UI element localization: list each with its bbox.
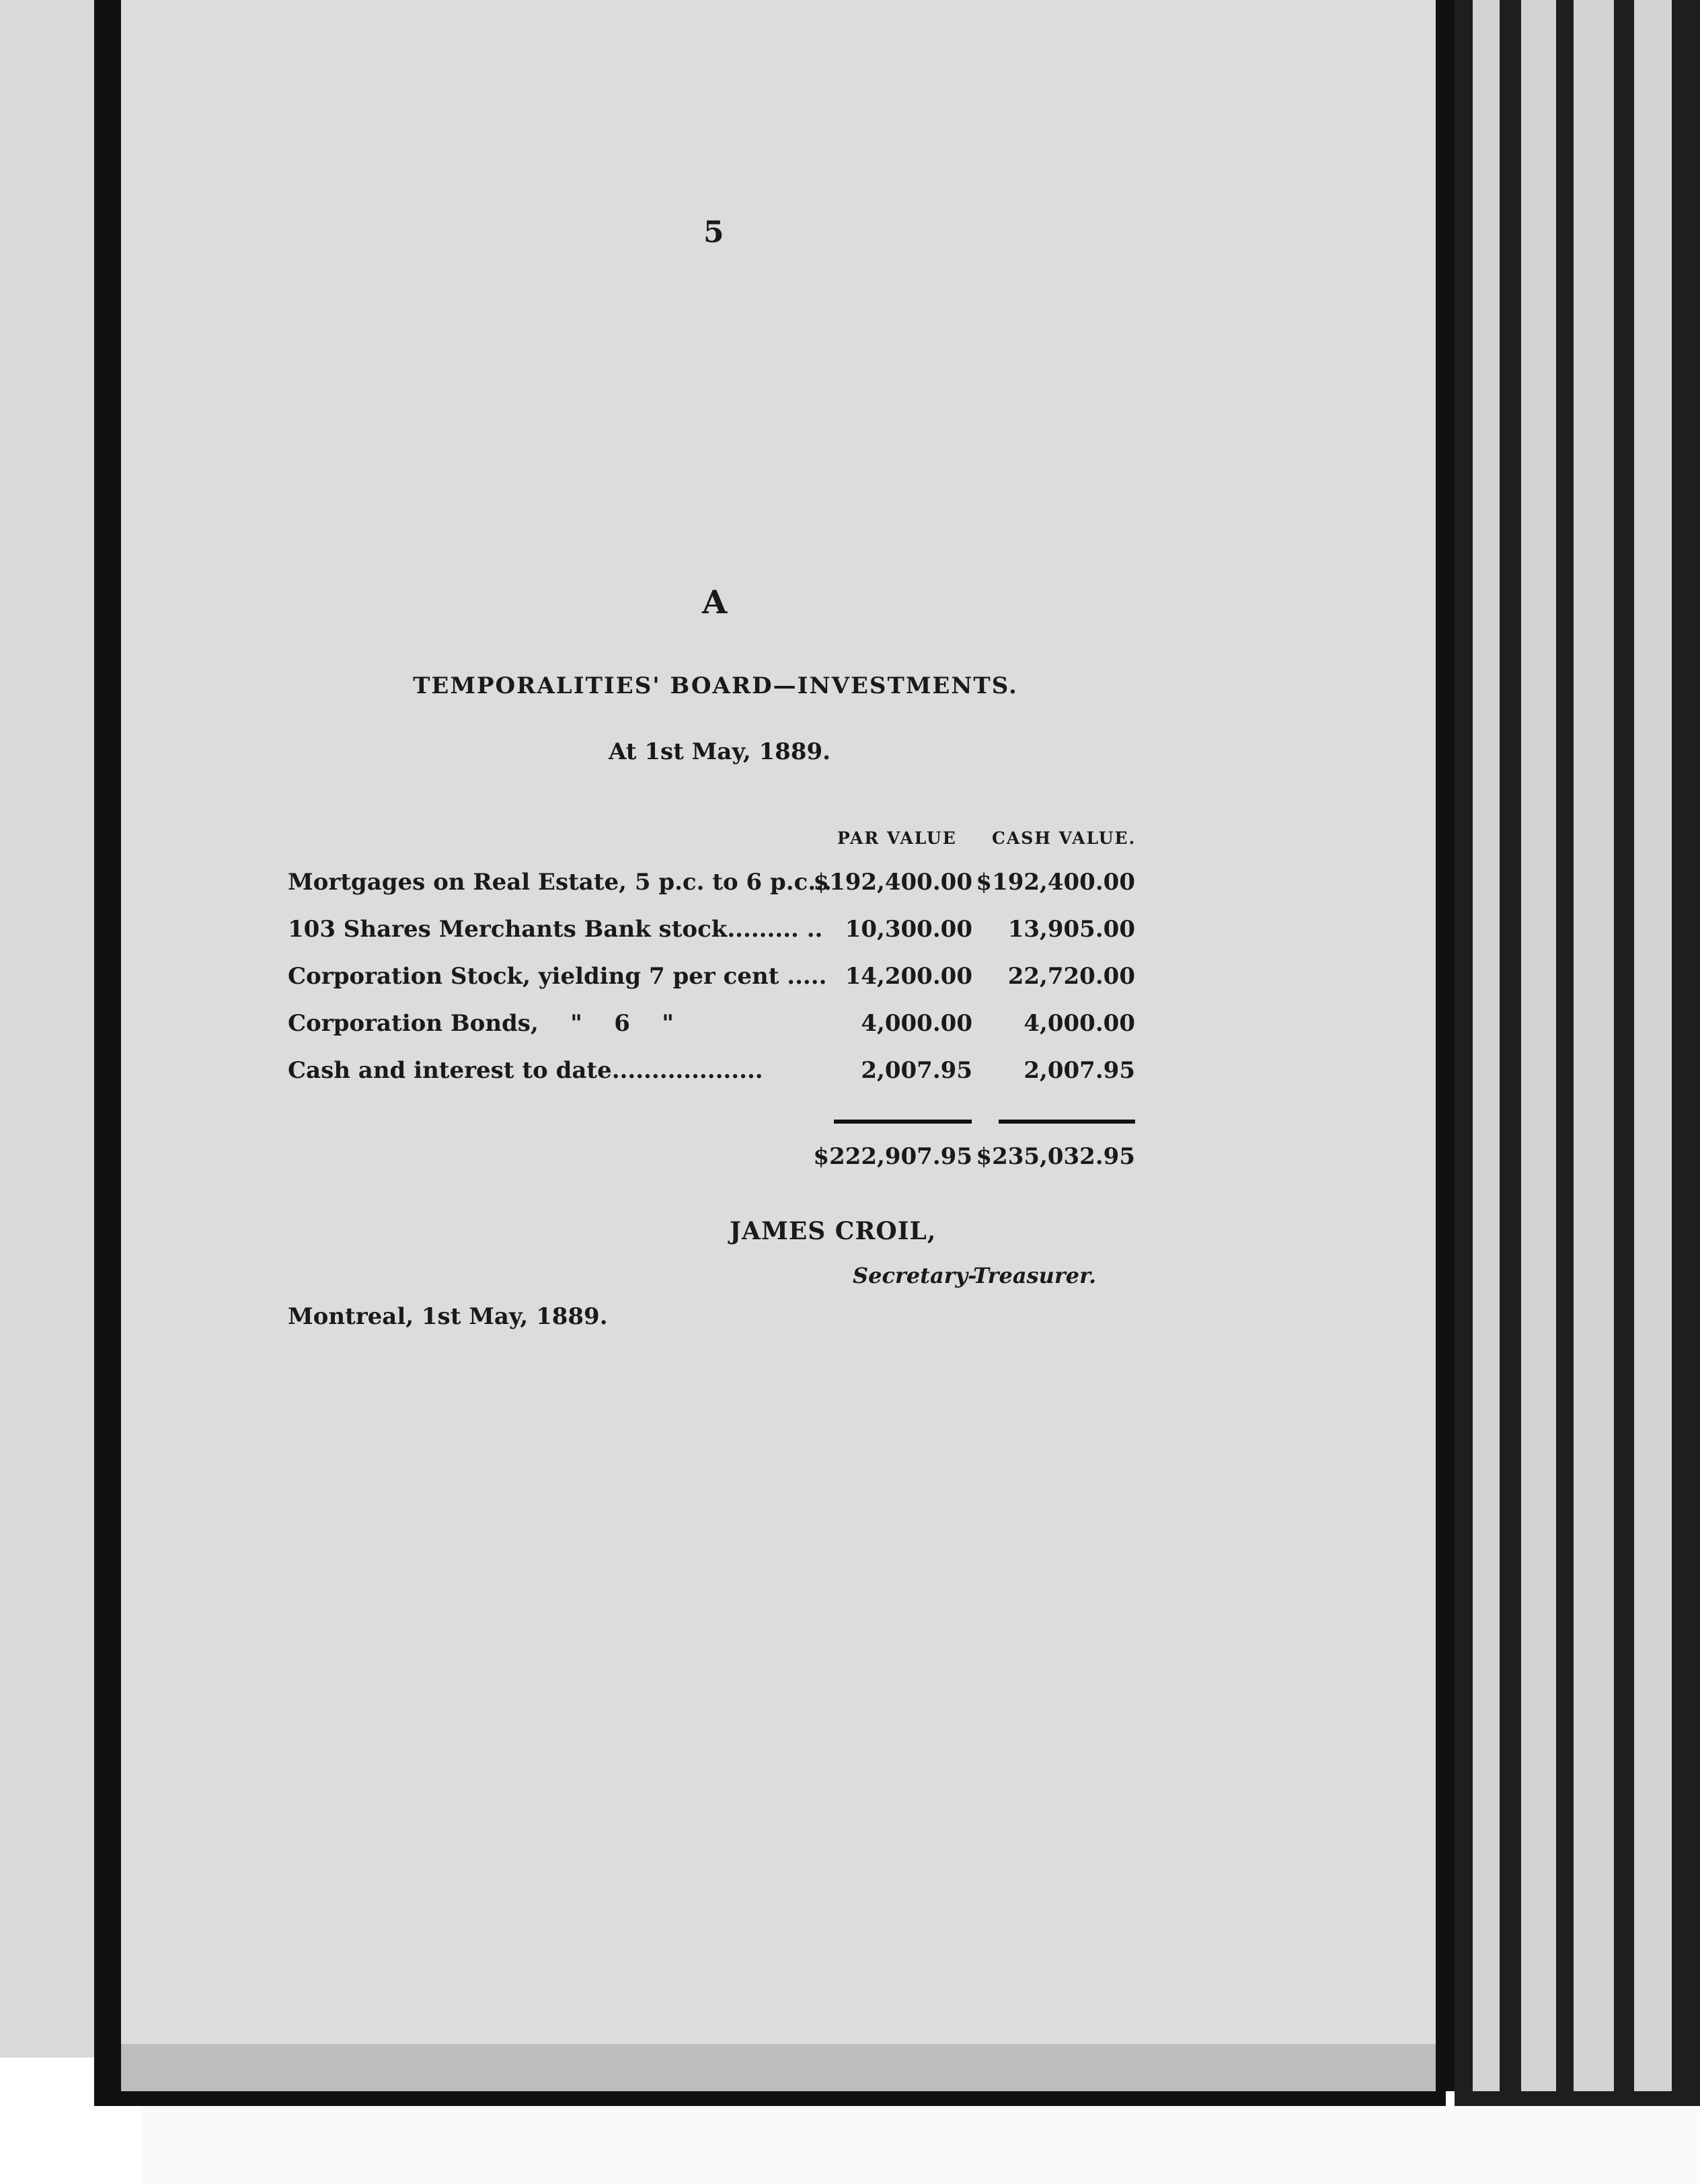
- book-gutter: [94, 0, 121, 2091]
- page-stack-sheet: [1574, 0, 1614, 2091]
- signatory-title: Secretary-Treasurer.: [853, 1263, 1097, 1288]
- table-row: [288, 916, 1135, 949]
- table-row: [288, 963, 1135, 997]
- document-subtitle: At 1st May, 1889.: [609, 738, 830, 765]
- document-title-text: TEMPORALITIES' BOARD—INVESTMENTS.: [413, 672, 1018, 699]
- row-label: Mortgages on Real Estate, 5 p.c. to 6 p.c...: [288, 869, 832, 896]
- row-cash-value: 22,720.00: [1007, 963, 1135, 990]
- row-cash-value: 4,000.00: [1023, 1010, 1135, 1037]
- document-title: [0, 672, 1700, 699]
- row-par-value: 14,200.00: [845, 963, 972, 990]
- row-par-value: 2,007.95: [861, 1057, 972, 1084]
- total-par-value: $222,907.95: [813, 1143, 972, 1170]
- total-rule-par: [834, 1120, 972, 1124]
- scan-background: [141, 2106, 1700, 2184]
- page-bottom-edge: [94, 2091, 1446, 2106]
- appendix-letter: A: [702, 584, 728, 621]
- total-cash-value: $235,032.95: [976, 1143, 1135, 1170]
- row-label: Corporation Bonds, " 6 ": [288, 1010, 674, 1037]
- row-label: 103 Shares Merchants Bank stock......... ..: [288, 916, 823, 943]
- page-stack-sheet: [1473, 0, 1500, 2091]
- total-rule-cash: [999, 1120, 1135, 1124]
- table-row: [288, 1057, 1135, 1091]
- page-stack-sheet: [1634, 0, 1672, 2091]
- page-bottom-margin: [121, 2044, 1436, 2091]
- row-label: Cash and interest to date...................: [288, 1057, 763, 1084]
- row-par-value: $192,400.00: [813, 869, 972, 896]
- row-par-value: 4,000.00: [861, 1010, 972, 1037]
- table-row: [288, 1010, 1135, 1044]
- page-right-edge: [1436, 0, 1455, 2091]
- column-header-cash-value: CASH VALUE.: [992, 828, 1136, 848]
- column-header-par-value: PAR VALUE: [837, 828, 957, 848]
- table-row: [288, 869, 1135, 902]
- row-label: Corporation Stock, yielding 7 per cent .....: [288, 963, 827, 990]
- page-number: 5: [703, 215, 724, 249]
- row-cash-value: $192,400.00: [976, 869, 1135, 896]
- row-cash-value: 13,905.00: [1007, 916, 1135, 943]
- page-stack-sheet: [1521, 0, 1556, 2091]
- place-and-date: Montreal, 1st May, 1889.: [288, 1303, 608, 1330]
- row-cash-value: 2,007.95: [1023, 1057, 1135, 1084]
- row-par-value: 10,300.00: [845, 916, 972, 943]
- signatory-name: JAMES CROIL,: [730, 1217, 937, 1245]
- facing-page-edge: [0, 0, 94, 2058]
